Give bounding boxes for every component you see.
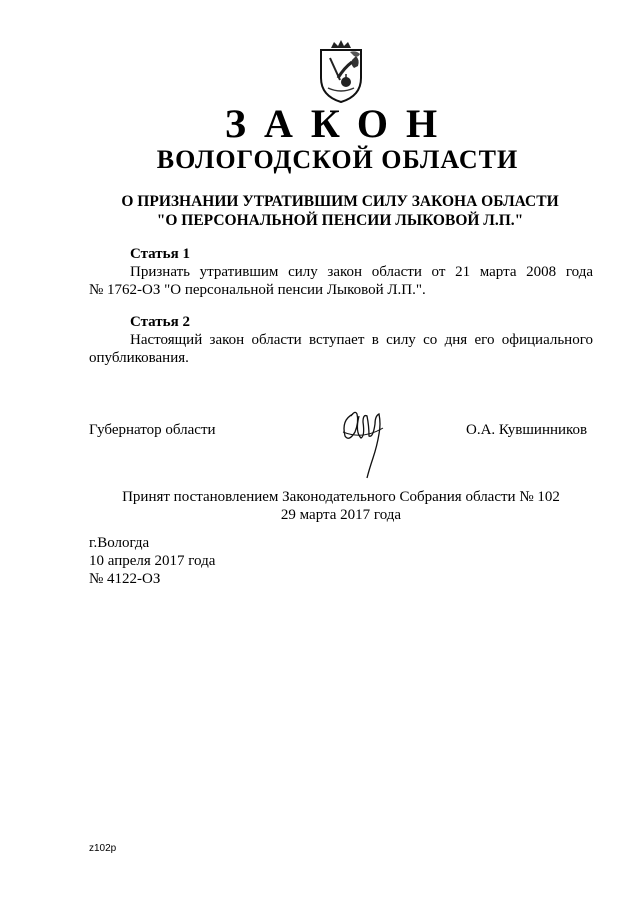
adoption-line: Принят постановлением Законодательного Собрания области № 102 xyxy=(122,489,560,505)
coat-of-arms-icon xyxy=(316,38,366,104)
meta-city: г.Вологда xyxy=(89,535,150,551)
law-subject xyxy=(0,192,640,230)
article-1-text xyxy=(89,263,593,299)
meta-date: 10 апреля 2017 года xyxy=(89,553,216,569)
signer-position: Губернатор области xyxy=(89,422,216,438)
law-meta xyxy=(89,534,215,588)
meta-number: № 4122-ОЗ xyxy=(89,571,161,587)
subject-line: О ПРИЗНАНИИ УТРАТИВШИМ СИЛУ ЗАКОНА ОБЛАСТИ xyxy=(121,193,559,210)
footer-code: z102р xyxy=(89,843,117,854)
article-1-line: Признать утратившим силу закон области от 21 марта 2008 года xyxy=(130,264,593,280)
article-2-line: Настоящий закон области вступает в силу со дня его официального xyxy=(130,332,593,348)
article-2-heading: Статья 2 xyxy=(130,314,190,330)
law-title: ЗАКОН xyxy=(224,101,456,146)
article-2-line: опубликования. xyxy=(89,350,189,366)
region-title: ВОЛОГОДСКОЙ ОБЛАСТИ xyxy=(156,145,519,174)
article-2-text xyxy=(89,331,593,367)
subject-line: "О ПЕРСОНАЛЬНОЙ ПЕНСИИ ЛЫКОВОЙ Л.П." xyxy=(156,212,524,229)
article-1-line: № 1762-ОЗ "О персональной пенсии Лыковой Л.П.". xyxy=(89,282,426,298)
article-1-heading: Статья 1 xyxy=(130,246,190,262)
adoption-date: 29 марта 2017 года xyxy=(280,507,402,523)
handwritten-signature-icon xyxy=(333,402,393,480)
signer-name: О.А. Кувшинников xyxy=(466,422,588,438)
adoption-note xyxy=(0,488,640,524)
